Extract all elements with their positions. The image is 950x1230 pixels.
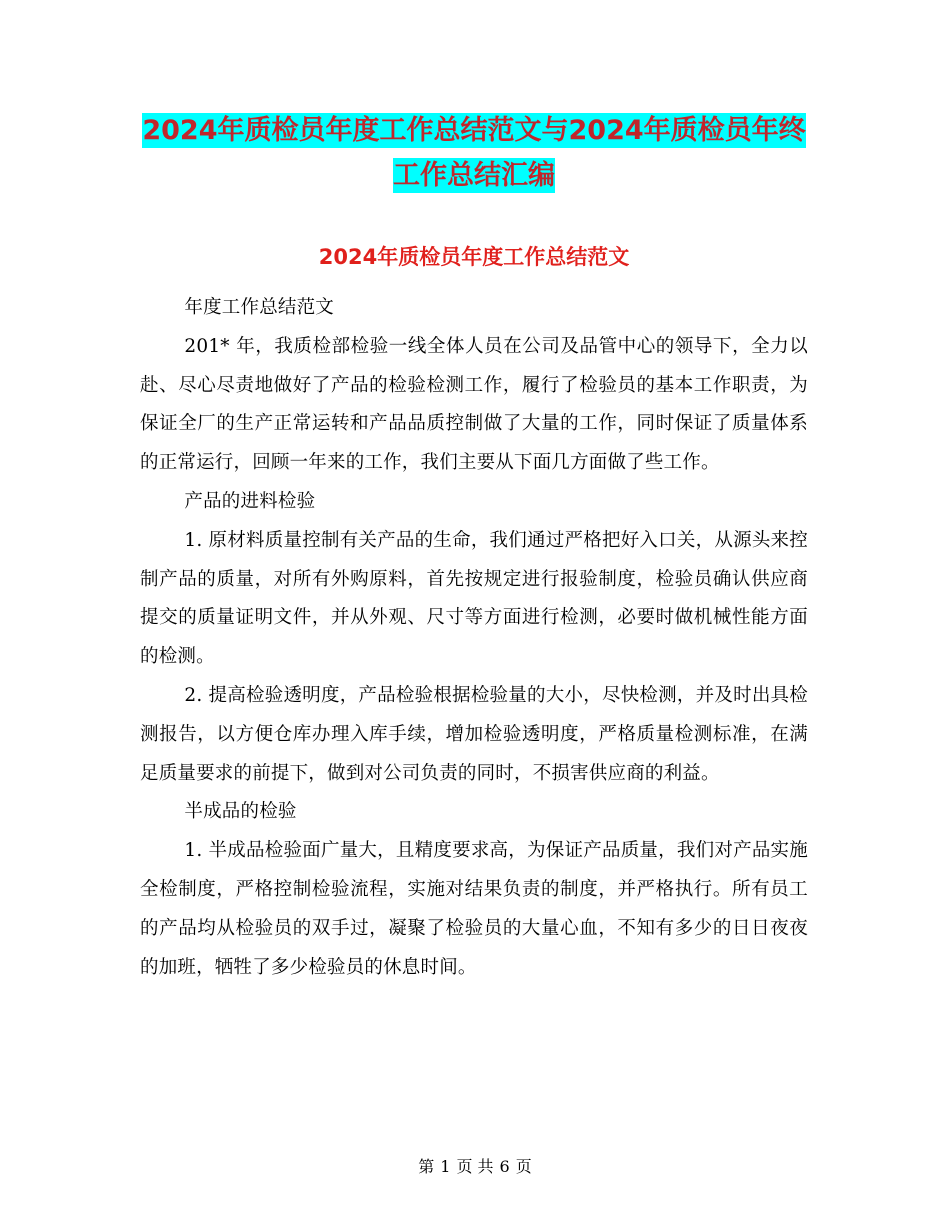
footer-middle: 页 共 <box>456 1157 494 1176</box>
subheading-semi-finished: 半成品的检验 <box>184 801 297 823</box>
footer-prefix: 第 <box>418 1157 435 1176</box>
document-title <box>140 0 808 198</box>
subheading-annual-summary: 年度工作总结范文 <box>184 297 334 318</box>
paragraph-intro: 201* 年，我质检部检验一线全体人员在公司及品管中心的领导下，全力以赴、尽心尽责地做好了产品的检验检测工作，履行了检验员的基本工作职责，为保证全厂的生产正常运转和产品品质控制做了大量的工作，同时保证了质量体系的正常运行，回顾一年来的工作，我们主要从下面几方面做了些工作。 <box>140 335 808 474</box>
subheading-incoming-inspection: 产品的进料检验 <box>184 490 316 512</box>
page-footer <box>0 1157 950 1177</box>
paragraph-semi-finished: 1. 半成品检验面广量大，且精度要求高，为保证产品质量，我们对产品实施全检制度，严格控制检验流程，实施对结果负责的制度，并严格执行。所有员工的产品均从检验员的双手过，凝聚了检验员的大量心血，不知有多少的日日夜夜的加班，牺牲了多少检验员的休息时间。 <box>140 840 808 978</box>
section-title: 2024年质检员年度工作总结范文 <box>318 245 630 269</box>
footer-total-pages: 6 <box>499 1157 510 1176</box>
document-body <box>140 289 808 987</box>
footer-page-number: 1 <box>440 1157 451 1176</box>
title-line-2: 工作总结汇编 <box>393 160 555 191</box>
footer-suffix: 页 <box>515 1157 532 1176</box>
title-line-1: 2024年质检员年度工作总结范文与2024年质检员年终 <box>142 115 806 146</box>
paragraph-transparency: 2. 提高检验透明度，产品检验根据检验量的大小，尽快检测，并及时出具检测报告，以方便仓库办理入库手续，增加检验透明度，严格质量检测标准，在满足质量要求的前提下，做到对公司负责的同时，不损害供应商的利益。 <box>140 684 808 784</box>
paragraph-raw-material: 1. 原材料质量控制有关产品的生命，我们通过严格把好入口关，从源头来控制产品的质量，对所有外购原料，首先按规定进行报验制度，检验员确认供应商提交的质量证明文件，并从外观、尺寸等方面进行检测，必要时做机械性能方面的检测。 <box>140 529 808 668</box>
